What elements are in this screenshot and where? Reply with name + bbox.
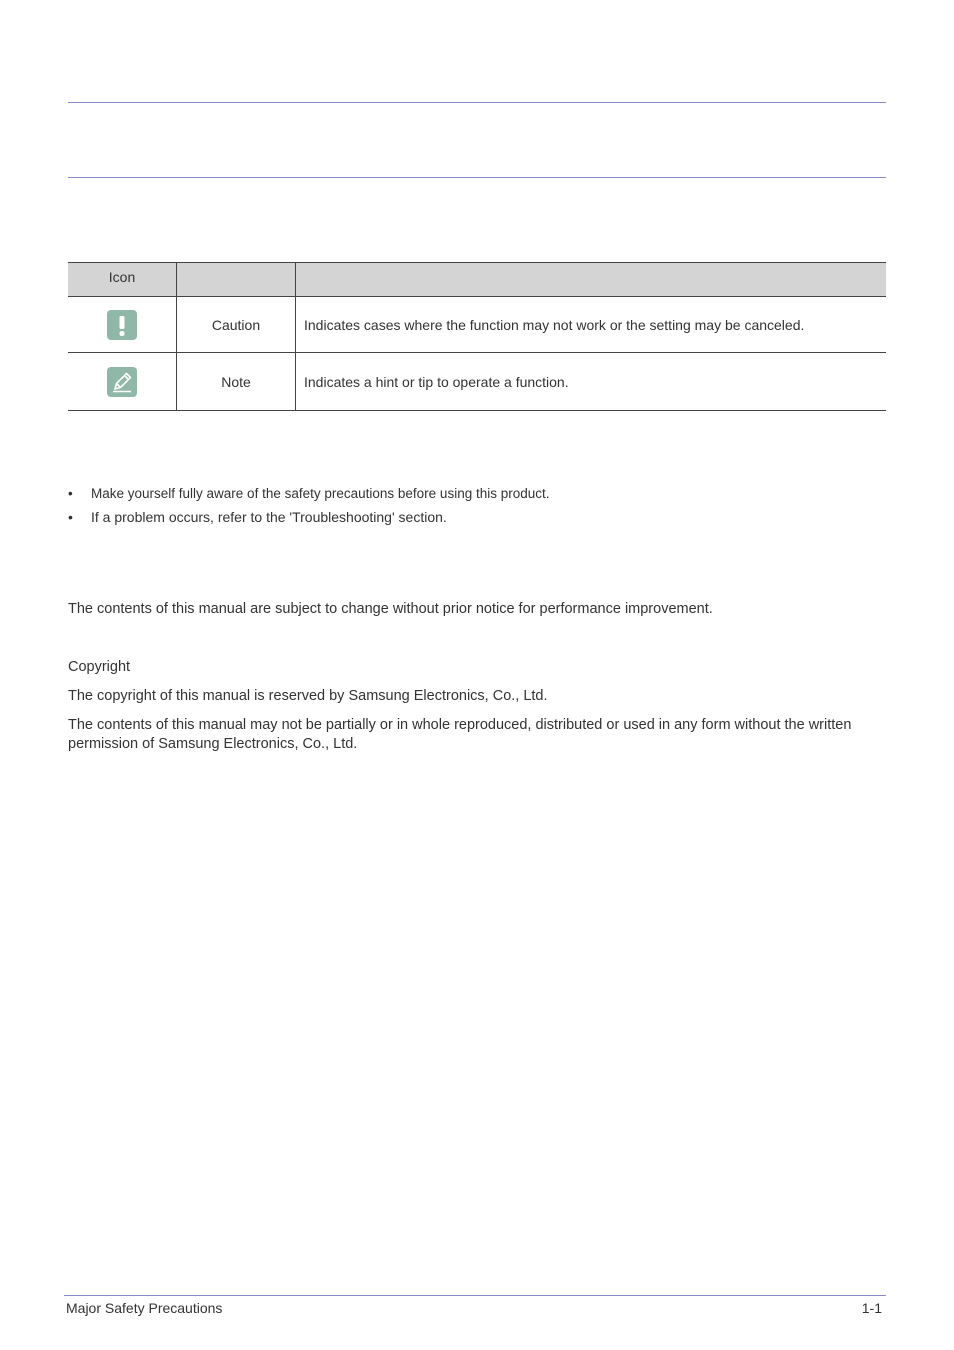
footer-section-title: Major Safety Precautions — [66, 1300, 223, 1316]
icon-legend-table — [68, 262, 886, 411]
table-row — [68, 297, 886, 353]
list-item-text: Make yourself fully aware of the safety precautions before using this product. — [91, 486, 550, 501]
change-notice: The contents of this manual are subject to change without prior notice for performance improvement. — [68, 601, 713, 617]
bullet-icon: • — [68, 509, 73, 525]
header-name — [177, 263, 296, 297]
precautions-list — [68, 484, 550, 532]
footer-divider — [64, 1295, 886, 1296]
icon-description: Indicates a hint or tip to operate a function. — [296, 353, 887, 411]
page-number: 1-1 — [861, 1300, 882, 1316]
icon-name: Note — [177, 353, 296, 411]
copyright-statement: The copyright of this manual is reserved by Samsung Electronics, Co., Ltd. — [68, 688, 548, 704]
icon-name: Caution — [177, 297, 296, 353]
icon-cell — [68, 297, 177, 353]
exclamation-icon — [107, 310, 137, 340]
bullet-icon: • — [68, 486, 73, 501]
list-item-text: If a problem occurs, refer to the 'Troubleshooting' section. — [91, 509, 447, 525]
list-item — [68, 508, 550, 527]
list-item — [68, 484, 550, 503]
table-row — [68, 353, 886, 411]
pencil-note-icon — [107, 367, 137, 397]
icon-cell — [68, 353, 177, 411]
header-icon: Icon — [68, 263, 177, 297]
table-header-row — [68, 263, 886, 297]
header-description — [296, 263, 887, 297]
section-divider — [68, 177, 886, 178]
top-divider — [68, 102, 886, 103]
reproduction-notice: The contents of this manual may not be partially or in whole reproduced, distributed or used in any form without the written permission of Samsung Electronics, Co., Ltd. — [68, 717, 852, 752]
icon-description: Indicates cases where the function may not work or the setting may be canceled. — [296, 297, 887, 353]
copyright-heading: Copyright — [68, 659, 131, 675]
